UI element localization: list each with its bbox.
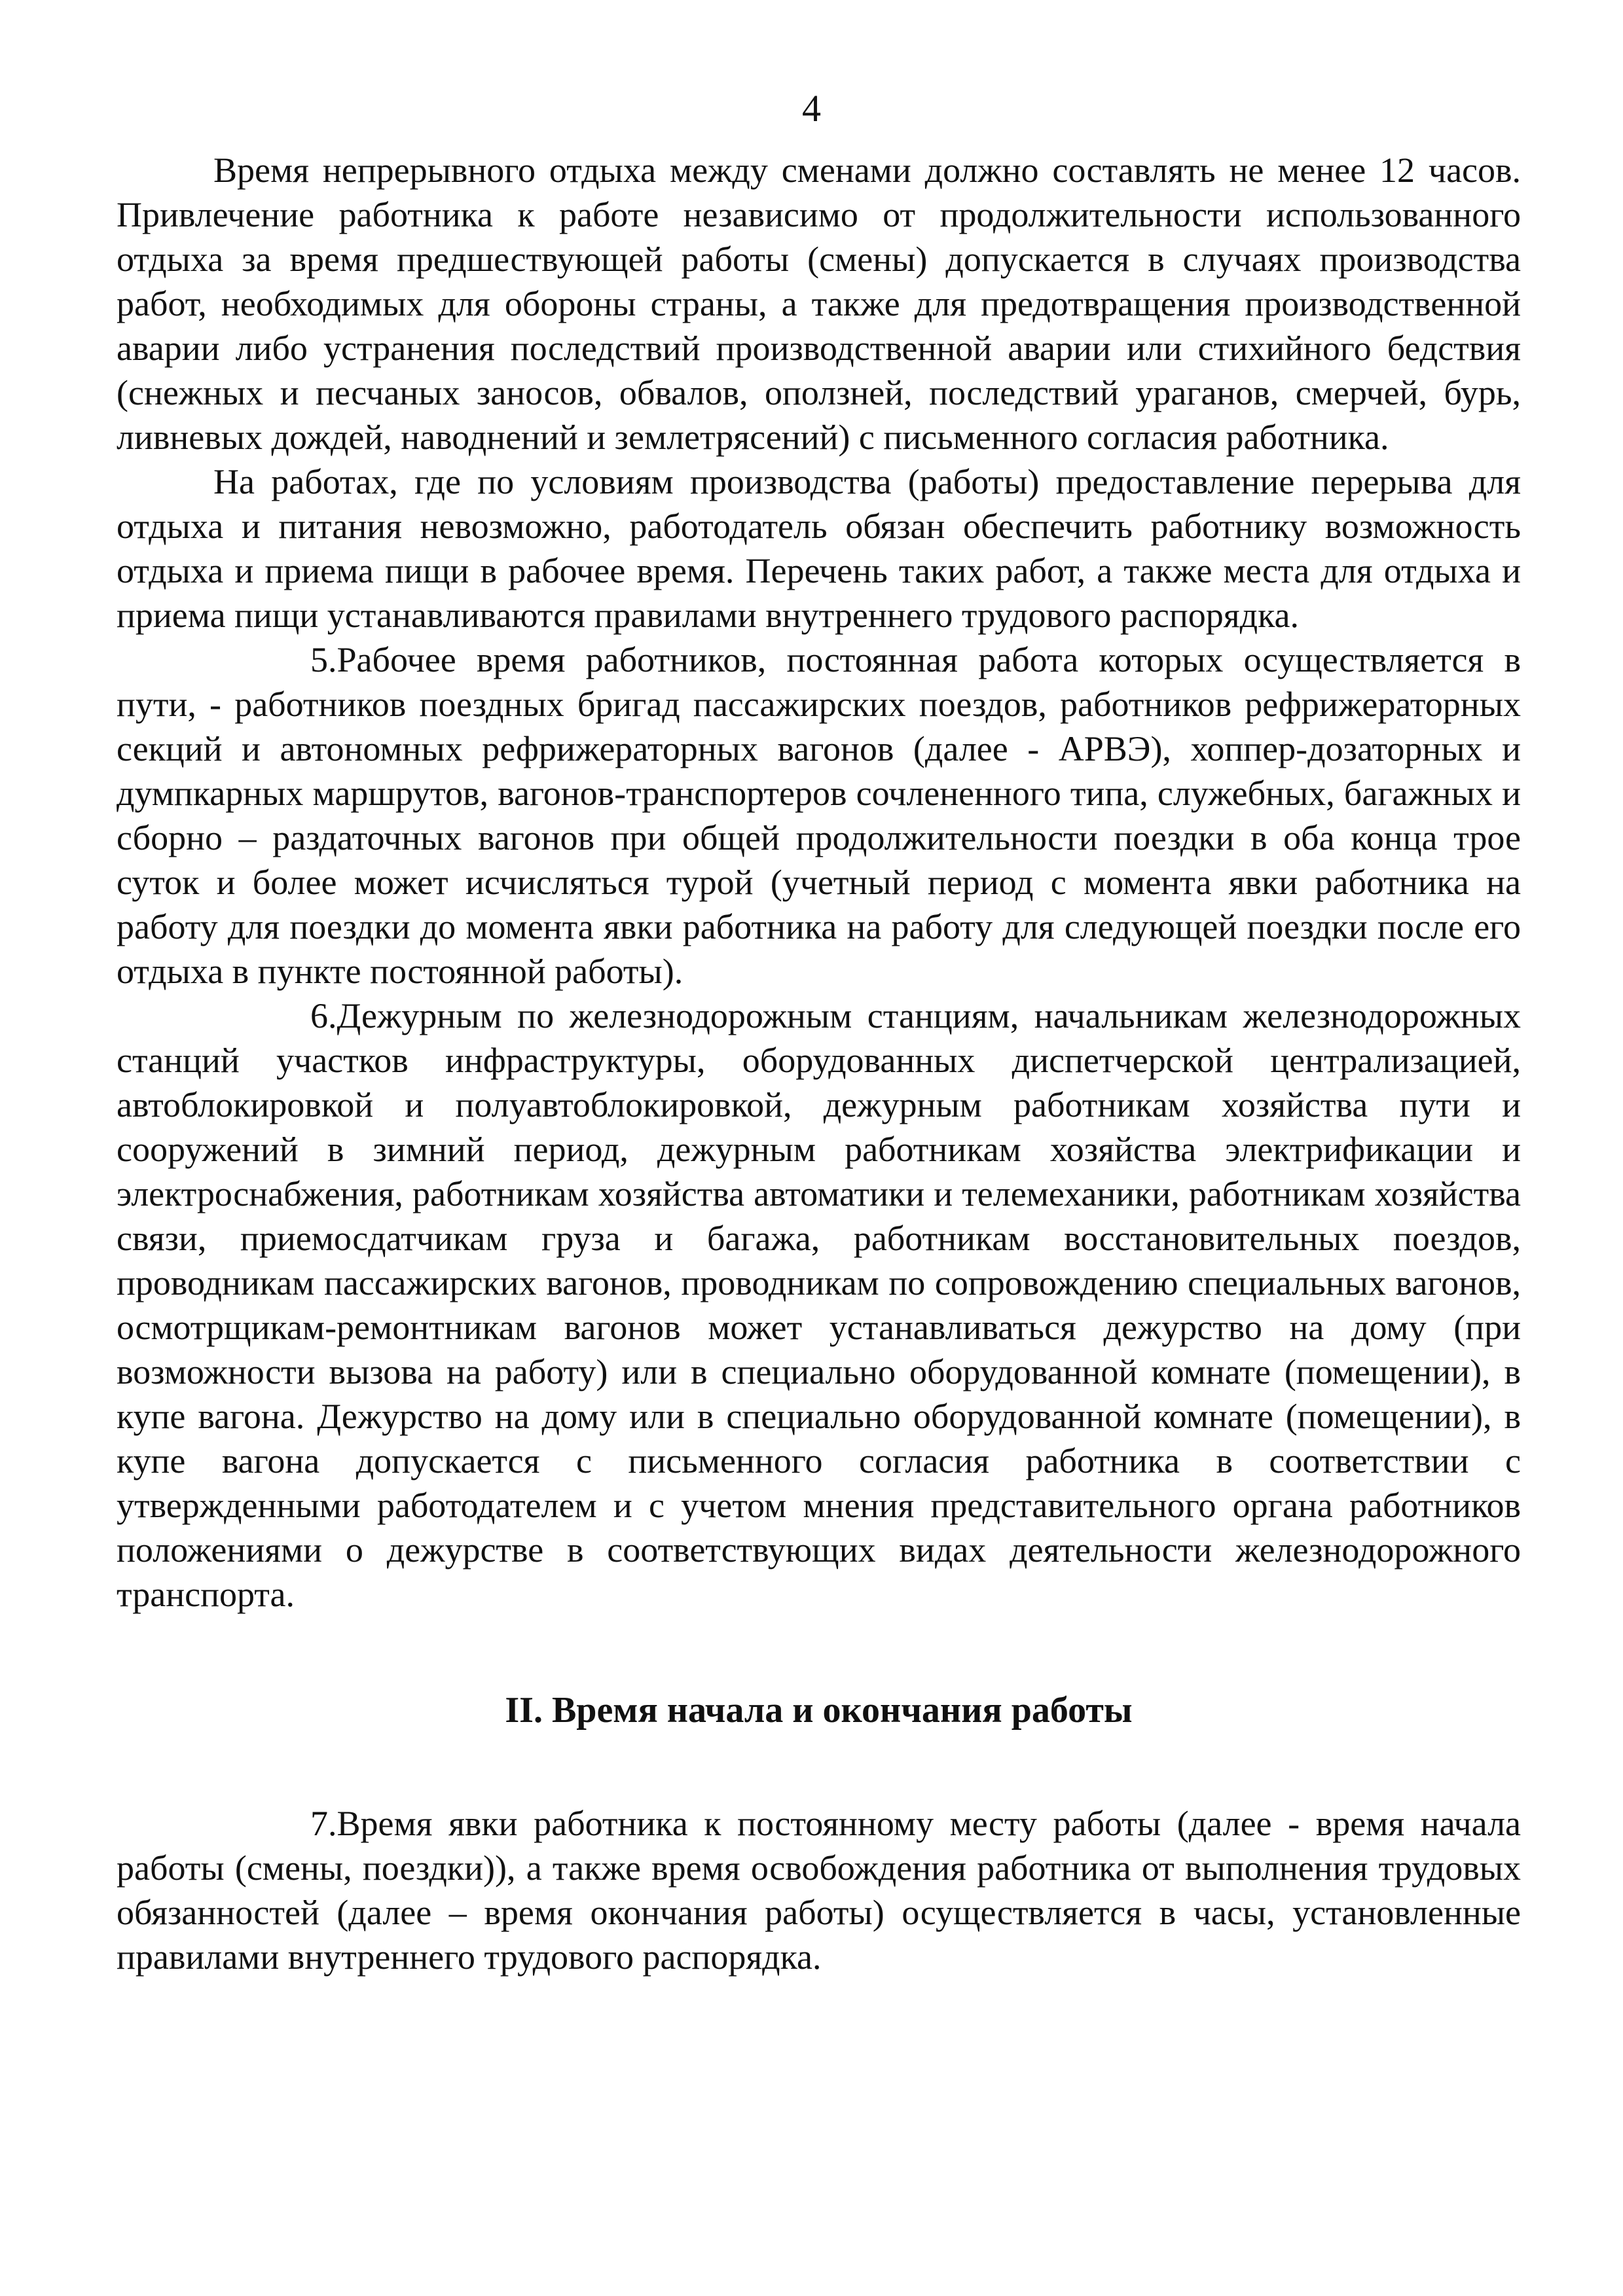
paragraph-text: Дежурным по железнодорожным станциям, начальникам железнодорожных станций участков инфраструктуры, оборудованных диспетчерской централизацией, автоблокировкой и полуавтоблокировкой, дежурным работникам хозяйства пути и сооружений в зимний период, дежурным работникам хозяйства электрификации и электроснабжения, работникам хозяйства автоматики и телемеханики, работникам хозяйства связи, приемосдатчикам груза и багажа, работникам восстановительных поездов, проводникам пассажирских вагонов, проводникам по сопровождению специальных вагонов, осмотрщикам-ремонтникам вагонов может устанавливаться дежурство на дому (при возможности вызова на работу) или в специально оборудованной комнате (помещении), в купе вагона. Дежурство на дому или в специально оборудованной комнате (помещении), в купе вагона допускается с письменного согласия работника в соответствии с утвержденными работодателем и с учетом мнения представительного органа работников положениями о дежурстве в соответствующих видах деятельности железнодорожного транспорта.	[117, 996, 1521, 1614]
paragraph-text: На работах, где по условиям производства (работы) предоставление перерыва для отдыха и питания невозможно, работодатель обязан обеспечить работнику возможность отдыха и приема пищи в рабочее время. Перечень таких работ, а также места для отдыха и приема пищи устанавливаются правилами внутреннего трудового распорядка.	[117, 462, 1521, 635]
paragraph-item-5	[117, 637, 1521, 994]
page-number: 4	[802, 87, 821, 130]
paragraph-text: Рабочее время работников, постоянная работа которых осуществляется в пути, - работников поездных бригад пассажирских поездов, работников рефрижераторных секций и автономных рефрижераторных вагонов (далее - АРВЭ), хоппер-дозаторных и думпкарных маршрутов, вагонов-транспортеров сочлененного типа, служебных, багажных и сборно – раздаточных вагонов при общей продолжительности поездки в оба конца трое суток и более может исчисляться турой (учетный период с момента явки работника на работу для поездки до момента явки работника на работу для следующей поездки после его отдыха в пункте постоянной работы).	[117, 640, 1521, 991]
paragraph-rest-time	[117, 148, 1521, 459]
paragraph-text: Время непрерывного отдыха между сменами должно составлять не менее 12 часов. Привлечение работника к работе независимо от продолжительности использованного отдыха за время предшествующей работы (смены) допускается в случаях производства работ, необходимых для обороны страны, а также для предотвращения производственной аварии либо устранения последствий производственной аварии или стихийного бедствия (снежных и песчаных заносов, обвалов, оползней, последствий ураганов, смерчей, бурь, ливневых дождей, наводнений и землетрясений) с письменного согласия работника.	[117, 151, 1521, 457]
item-number: 6.	[310, 996, 337, 1035]
item-number: 7.	[310, 1804, 337, 1843]
paragraph-item-6	[117, 994, 1521, 1617]
item-number: 5.	[310, 640, 337, 679]
paragraph-item-7	[117, 1801, 1521, 1979]
section-heading: II. Время начала и окончания работы	[505, 1690, 1133, 1731]
document-body	[117, 148, 1521, 1979]
paragraph-meal-break	[117, 459, 1521, 637]
paragraph-text: Время явки работника к постоянному месту работы (далее - время начала работы (смены, поездки)), а также время освобождения работника от выполнения трудовых обязанностей (далее – время окончания работы) осуществляется в часы, установленные правилами внутреннего трудового распорядка.	[117, 1804, 1521, 1977]
